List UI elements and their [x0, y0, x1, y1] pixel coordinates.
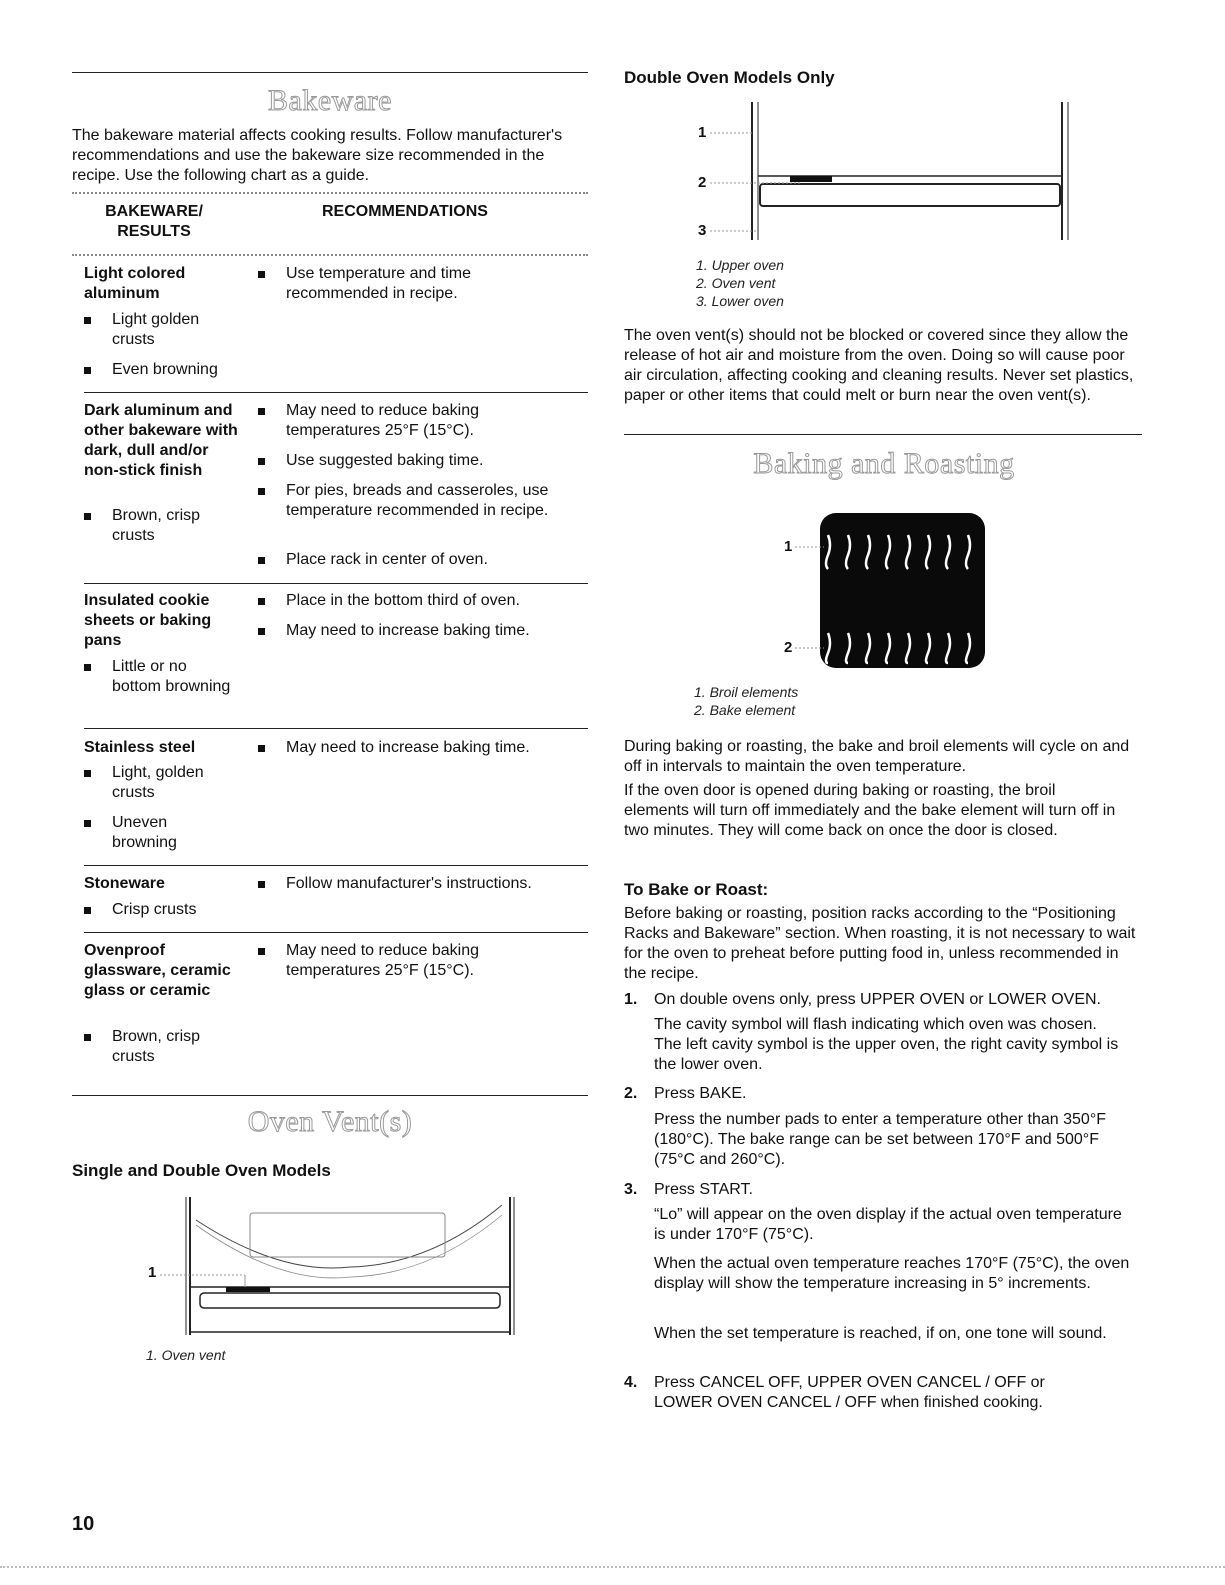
- to-bake-intro: Before baking or roasting, position racks according to the “Positioning Racks and Bakeware” section. When roasting, it is not necessary to wait for the oven to preheat before putting food in, unless recommended in the recipe.: [624, 905, 1136, 982]
- col-header-bakeware: BAKEWARE/ RESULTS: [105, 203, 203, 240]
- bakeware-top-rule: [72, 72, 588, 73]
- oven-vent-paragraph: The oven vent(s) should not be blocked or covered since they allow the release of hot air and moisture from the oven. Doing so will cause poor air circulation, affecting cooking and cleaning results. Never set plastics, paper or other items that could melt or burn near the oven vent(s).: [624, 327, 1134, 404]
- elements-diagram: [780, 505, 995, 670]
- row-title-insulated: Insulated cookie sheets or baking pans: [84, 592, 212, 649]
- step-2-detail: Press the number pads to enter a temperature other than 350°F (180°C). The bake range can be set between 170°F and 500°F (75°C and 260°C).: [654, 1111, 1106, 1168]
- result-bullet: Even browning: [84, 360, 254, 380]
- oven-cavity: [820, 513, 985, 668]
- result-bullet: Little or no bottom browning: [84, 657, 234, 697]
- double-callout-1: 1: [698, 124, 707, 141]
- baking-paragraph-2: If the oven door is opened during baking or roasting, the broil elements will turn off immediately and the bake element will turn off in two minutes. They will come back on once the door is closed.: [624, 782, 1116, 839]
- step-3-detail-3: When the set temperature is reached, if on, one tone will sound.: [654, 1325, 1107, 1342]
- row-divider: [84, 865, 588, 866]
- rec-bullet: For pies, breads and casseroles, use temperature recommended in recipe.: [258, 481, 588, 521]
- step-3-detail-2: When the actual oven temperature reaches 170°F (75°C), the oven display will show the temperature increasing in 5° increments.: [654, 1255, 1130, 1292]
- result-bullet: Light, golden crusts: [84, 763, 234, 803]
- result-bullet: Uneven browning: [84, 813, 224, 853]
- oven-vents-title: Oven Vent(s): [247, 1105, 413, 1138]
- row-title-stoneware: Stoneware: [84, 875, 165, 892]
- double-oven-heading: Double Oven Models Only: [624, 68, 835, 87]
- row-divider: [84, 728, 588, 729]
- element-caption-2: 2. Bake element: [694, 702, 796, 718]
- double-caption-3: 3. Lower oven: [696, 293, 784, 309]
- single-caption: 1. Oven vent: [146, 1347, 226, 1363]
- double-callout-2: 2: [698, 174, 707, 191]
- baking-top-rule: [624, 434, 1142, 435]
- table-header-rule: [72, 254, 588, 256]
- step-2: 2. Press BAKE.: [624, 1085, 747, 1102]
- rec-bullet: May need to increase baking time.: [258, 621, 558, 641]
- row-title-dark-aluminum: Dark aluminum and other bakeware with dark, dull and/or non-stick finish: [84, 402, 238, 479]
- double-oven-vent-diagram: [690, 100, 1080, 250]
- oven-vent: [790, 176, 832, 182]
- baking-paragraph-1: During baking or roasting, the bake and broil elements will cycle on and off in intervals to maintain the oven temperature.: [624, 738, 1130, 775]
- col-header-recommendations: RECOMMENDATIONS: [322, 203, 488, 220]
- oven-vent: [226, 1287, 270, 1292]
- double-caption-2: 2. Oven vent: [696, 275, 776, 291]
- result-bullet: Brown, crisp crusts: [84, 1027, 244, 1067]
- table-top-rule: [72, 192, 588, 194]
- baking-roasting-title: Baking and Roasting: [753, 447, 1015, 480]
- rec-bullet: Use suggested baking time.: [258, 451, 558, 471]
- rec-bullet: May need to increase baking time.: [258, 738, 578, 758]
- rec-bullet: Place in the bottom third of oven.: [258, 591, 558, 611]
- row-title-light-aluminum: Light colored aluminum: [84, 265, 186, 302]
- panel-curve: [196, 1205, 502, 1268]
- double-caption-1: 1. Upper oven: [696, 257, 784, 273]
- step-1: 1. On double ovens only, press UPPER OVEN or LOWER OVEN.: [624, 991, 1101, 1008]
- panel-curve: [196, 1215, 502, 1278]
- single-double-heading: Single and Double Oven Models: [72, 1161, 331, 1180]
- element-callout-2: 2: [784, 639, 793, 656]
- row-divider: [84, 392, 588, 393]
- rec-bullet: May need to reduce baking temperatures 25°F (15°C).: [258, 401, 558, 441]
- control-display: [250, 1213, 445, 1257]
- step-4: 4. Press CANCEL OFF, UPPER OVEN CANCEL / OFF or LOWER OVEN CANCEL / OFF when finished cooking.: [624, 1374, 1045, 1411]
- door-handle: [200, 1293, 500, 1308]
- double-callout-3: 3: [698, 222, 707, 239]
- step-3-detail-1: “Lo” will appear on the oven display if the actual oven temperature is under 170°F (75°C).: [654, 1206, 1122, 1243]
- single-oven-vent-diagram: [140, 1195, 520, 1340]
- row-divider: [84, 583, 588, 584]
- element-callout-1: 1: [784, 538, 793, 555]
- page-bottom-rule: [0, 1566, 1225, 1568]
- result-bullet: Light golden crusts: [84, 310, 234, 350]
- door-handle: [760, 184, 1060, 206]
- row-title-stainless: Stainless steel: [84, 739, 196, 756]
- bakeware-title: Bakeware: [268, 84, 392, 117]
- oven-vents-top-rule: [72, 1095, 588, 1096]
- page-number: 10: [72, 1513, 95, 1535]
- step-3: 3. Press START.: [624, 1181, 753, 1198]
- rec-bullet: Follow manufacturer's instructions.: [258, 874, 588, 894]
- row-divider: [84, 932, 588, 933]
- rec-bullet: Use temperature and time recommended in recipe.: [258, 264, 558, 304]
- rec-bullet: Place rack in center of oven.: [258, 550, 558, 570]
- single-callout-1: 1: [148, 1264, 157, 1281]
- row-title-glassware: Ovenproof glassware, ceramic glass or ceramic: [84, 942, 231, 999]
- result-bullet: Brown, crisp crusts: [84, 506, 244, 546]
- result-bullet: Crisp crusts: [84, 900, 244, 920]
- element-caption-1: 1. Broil elements: [694, 684, 799, 700]
- step-1-detail: The cavity symbol will flash indicating which oven was chosen. The left cavity symbol is the upper oven, the right cavity symbol is the lower oven.: [654, 1016, 1119, 1073]
- to-bake-heading: To Bake or Roast:: [624, 880, 769, 899]
- bakeware-intro: The bakeware material affects cooking results. Follow manufacturer's recommendations and use the bakeware size recommended in the recipe. Use the following chart as a guide.: [72, 127, 563, 184]
- rec-bullet: May need to reduce baking temperatures 25°F (15°C).: [258, 941, 558, 981]
